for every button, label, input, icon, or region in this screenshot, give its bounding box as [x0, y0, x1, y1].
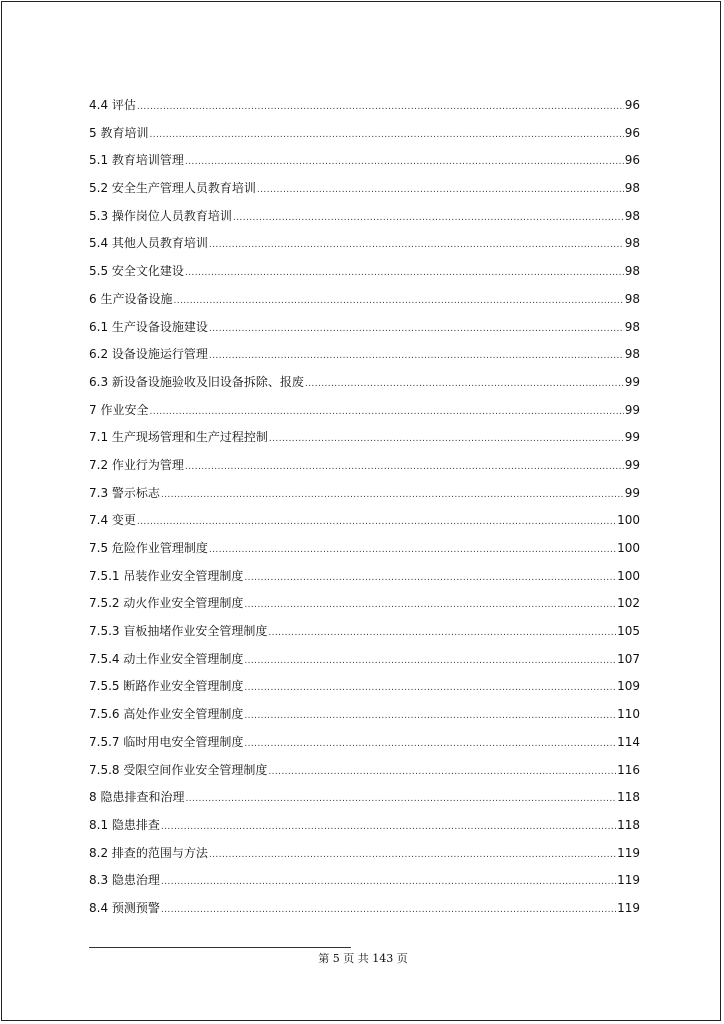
toc-entry-title: 5.5 安全文化建设 [89, 264, 184, 279]
footer-divider [89, 947, 351, 948]
toc-entry-title: 7.5.5 断路作业安全管理制度 [89, 679, 244, 694]
toc-entry-title: 5.4 其他人员教育培训 [89, 236, 208, 251]
toc-dot-leader [185, 795, 616, 804]
toc-entry-page-number: 99 [624, 485, 640, 500]
toc-dot-leader [161, 823, 616, 832]
toc-entry-page-number: 118 [617, 790, 640, 805]
toc-entry-page-number: 100 [617, 541, 640, 555]
toc-entry-page-number: 118 [617, 817, 640, 832]
toc-entry[interactable] [89, 92, 640, 120]
toc-entry-title: 8.1 隐患排查 [89, 817, 160, 832]
toc-entry-title: 6.3 新设备设施验收及旧设备拆除、报废 [89, 374, 304, 389]
toc-entry-title: 7.1 生产现场管理和生产过程控制 [89, 430, 268, 445]
toc-entry[interactable] [89, 286, 640, 314]
toc-entry-page-number: 98 [624, 291, 640, 306]
toc-entry[interactable] [89, 258, 640, 286]
toc-entry[interactable] [89, 812, 640, 840]
toc-entry-title: 7.5.1 吊装作业安全管理制度 [89, 568, 244, 583]
toc-entry-title: 4.4 评估 [89, 98, 136, 112]
toc-entry-page-number: 100 [617, 568, 640, 583]
toc-entry-page-number: 98 [624, 264, 640, 279]
toc-dot-leader [209, 546, 616, 555]
toc-entry-title: 8.3 隐患治理 [89, 873, 160, 888]
toc-entry-title: 5.1 教育培训管理 [89, 153, 184, 168]
table-of-contents [89, 92, 640, 923]
toc-entry[interactable] [89, 673, 640, 701]
toc-dot-leader [268, 768, 616, 777]
toc-entry[interactable] [89, 590, 640, 618]
toc-entry[interactable] [89, 230, 640, 258]
toc-dot-leader [244, 740, 616, 749]
toc-entry-page-number: 99 [624, 430, 640, 445]
toc-entry[interactable] [89, 424, 640, 452]
toc-entry[interactable] [89, 535, 640, 563]
toc-entry-page-number: 99 [624, 457, 640, 472]
toc-entry-page-number: 98 [624, 236, 640, 251]
toc-entry-page-number: 116 [617, 762, 640, 777]
toc-entry[interactable] [89, 784, 640, 812]
toc-entry-page-number: 119 [617, 873, 640, 888]
document-page [1, 1, 721, 1021]
toc-entry-title: 6.1 生产设备设施建设 [89, 319, 208, 334]
toc-entry-title: 7.5.4 动土作业安全管理制度 [89, 651, 244, 666]
toc-entry-page-number: 98 [624, 347, 640, 362]
toc-entry-page-number: 109 [617, 679, 640, 694]
toc-entry[interactable] [89, 369, 640, 397]
toc-entry-title: 5.3 操作岗位人员教育培训 [89, 208, 232, 223]
toc-entry-title: 8.2 排查的范围与方法 [89, 845, 208, 860]
toc-entry-title: 7.3 警示标志 [89, 485, 160, 500]
toc-entry-title: 8 隐患排查和治理 [89, 790, 185, 805]
toc-entry[interactable] [89, 480, 640, 508]
toc-dot-leader [244, 574, 616, 583]
toc-entry[interactable] [89, 341, 640, 369]
toc-entry-page-number: 110 [617, 707, 640, 722]
toc-entry-title: 6.2 设备设施运行管理 [89, 347, 208, 362]
toc-entry[interactable] [89, 840, 640, 868]
toc-entry-title: 7.5.3 盲板抽堵作业安全管理制度 [89, 624, 268, 639]
toc-entry[interactable] [89, 203, 640, 231]
toc-dot-leader [161, 906, 616, 915]
toc-dot-leader [244, 712, 616, 721]
toc-entry-page-number: 119 [617, 845, 640, 860]
toc-dot-leader [161, 491, 624, 500]
toc-entry[interactable] [89, 701, 640, 729]
toc-entry-title: 7.5.7 临时用电安全管理制度 [89, 734, 244, 749]
page-number-footer: 第 5 页 共 143 页 [318, 952, 408, 965]
toc-entry[interactable] [89, 618, 640, 646]
toc-entry[interactable] [89, 120, 640, 148]
toc-entry-page-number: 96 [624, 125, 640, 140]
toc-entry[interactable] [89, 175, 640, 203]
toc-entry[interactable] [89, 507, 640, 535]
toc-dot-leader [269, 435, 624, 444]
toc-dot-leader [268, 629, 616, 638]
toc-dot-leader [257, 186, 624, 195]
toc-dot-leader [137, 103, 624, 112]
toc-dot-leader [305, 380, 624, 389]
toc-entry[interactable] [89, 646, 640, 674]
toc-entry[interactable] [89, 314, 640, 342]
toc-entry-title: 7.5.8 受限空间作业安全管理制度 [89, 762, 268, 777]
toc-dot-leader [173, 297, 623, 306]
toc-dot-leader [209, 241, 624, 250]
toc-entry-page-number: 102 [617, 596, 640, 611]
toc-entry-page-number: 99 [624, 402, 640, 417]
toc-entry[interactable] [89, 757, 640, 785]
toc-entry-page-number: 96 [624, 98, 640, 112]
toc-entry[interactable] [89, 147, 640, 175]
toc-entry-page-number: 98 [624, 208, 640, 223]
toc-entry-page-number: 98 [624, 319, 640, 334]
toc-entry-page-number: 100 [617, 513, 640, 528]
toc-dot-leader [185, 463, 624, 472]
toc-entry-title: 7.4 变更 [89, 513, 136, 528]
toc-entry-page-number: 107 [617, 651, 640, 666]
toc-entry-title: 5.2 安全生产管理人员教育培训 [89, 181, 256, 196]
toc-dot-leader [233, 214, 624, 223]
toc-dot-leader [185, 158, 624, 167]
toc-entry-page-number: 105 [617, 624, 640, 639]
toc-entry[interactable] [89, 867, 640, 895]
toc-dot-leader [185, 269, 624, 278]
toc-entry[interactable] [89, 397, 640, 425]
toc-dot-leader [244, 657, 616, 666]
toc-entry-title: 7.5.2 动火作业安全管理制度 [89, 596, 244, 611]
toc-entry-title: 7.2 作业行为管理 [89, 457, 184, 472]
toc-dot-leader [161, 878, 616, 887]
toc-dot-leader [209, 851, 616, 860]
toc-entry-title: 7.5.6 高处作业安全管理制度 [89, 707, 244, 722]
toc-entry-title: 6 生产设备设施 [89, 291, 173, 306]
toc-entry-page-number: 98 [624, 181, 640, 196]
toc-entry[interactable] [89, 729, 640, 757]
toc-entry-page-number: 119 [617, 900, 640, 915]
toc-entry[interactable] [89, 452, 640, 480]
toc-entry-page-number: 114 [617, 734, 640, 749]
toc-dot-leader [209, 352, 624, 361]
toc-entry-title: 7.5 危险作业管理制度 [89, 541, 208, 555]
toc-dot-leader [149, 408, 623, 417]
toc-entry-title: 8.4 预测预警 [89, 900, 160, 915]
toc-entry[interactable] [89, 895, 640, 923]
toc-dot-leader [244, 684, 616, 693]
toc-entry-page-number: 96 [624, 153, 640, 168]
toc-dot-leader [209, 325, 624, 334]
toc-dot-leader [137, 518, 616, 527]
toc-dot-leader [149, 131, 623, 140]
toc-dot-leader [244, 601, 616, 610]
toc-entry-title: 5 教育培训 [89, 125, 149, 140]
toc-entry-page-number: 99 [624, 374, 640, 389]
toc-entry-title: 7 作业安全 [89, 402, 149, 417]
toc-entry[interactable] [89, 563, 640, 591]
